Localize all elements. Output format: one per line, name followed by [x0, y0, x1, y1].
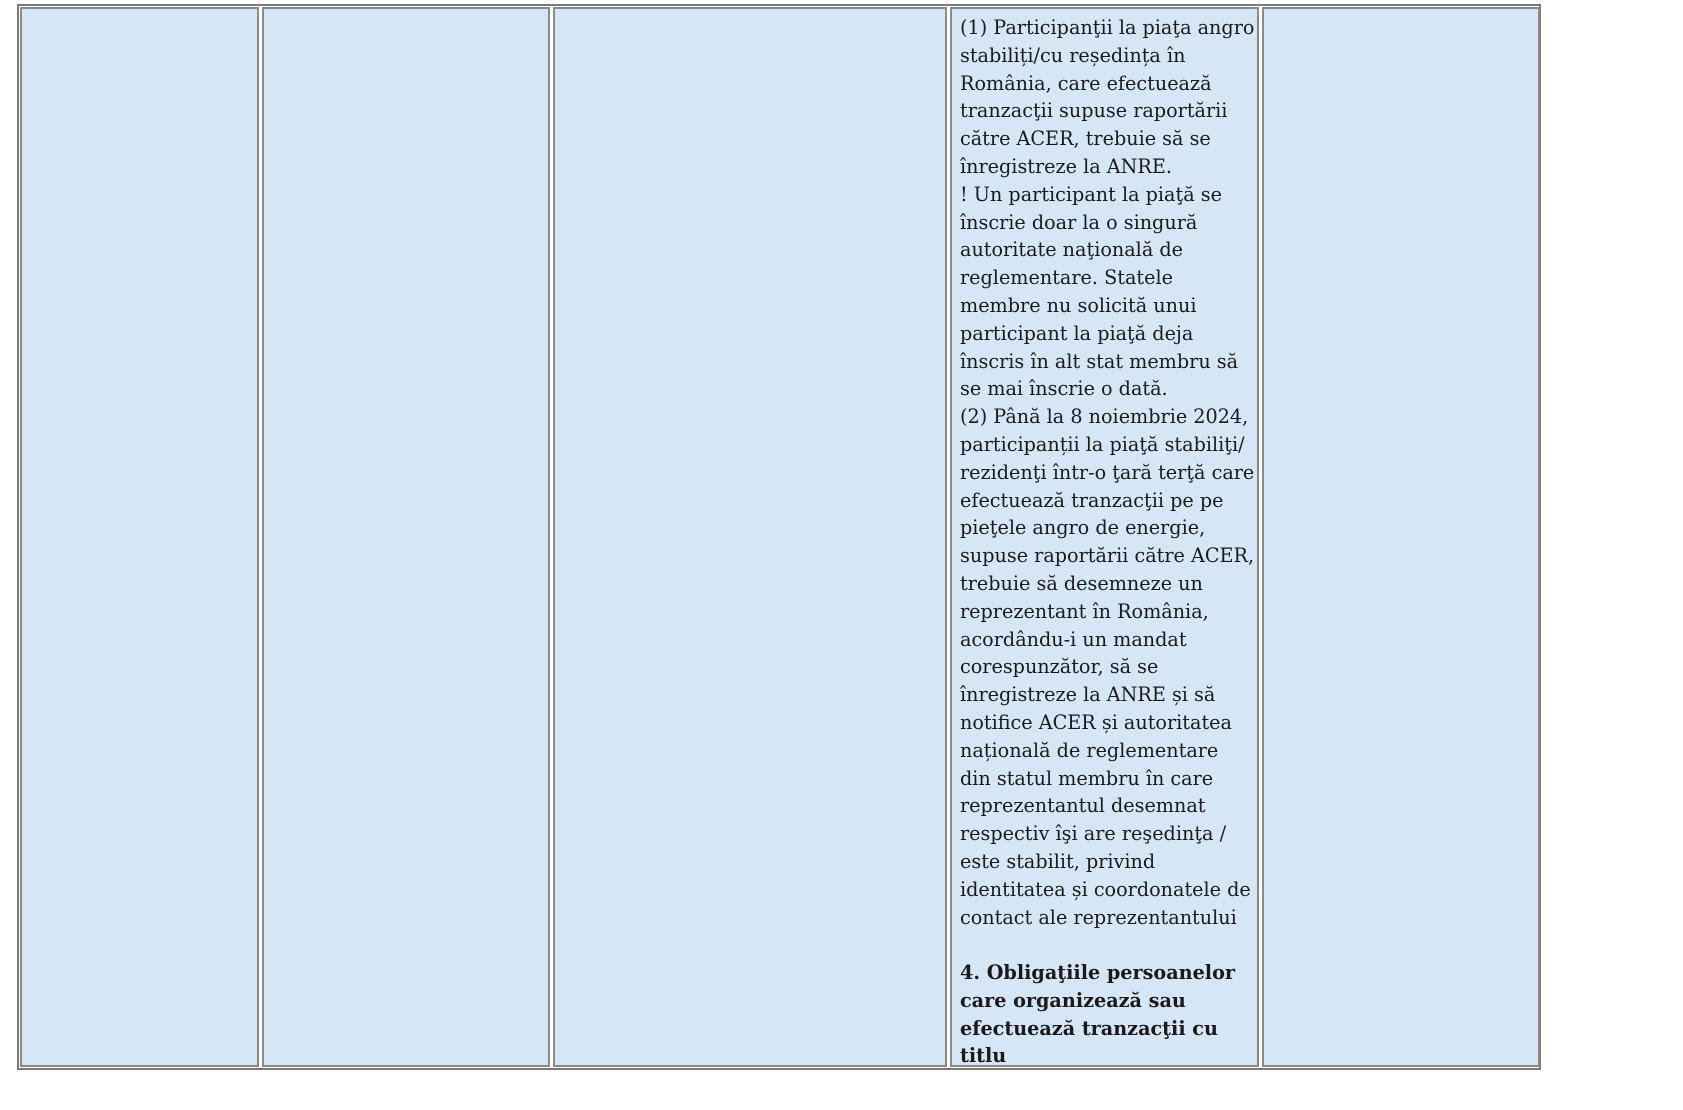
paragraph-spacer — [960, 931, 1255, 959]
table-cell-column-3 — [553, 7, 947, 1067]
section-heading-obligations: 4. Obligaţiile persoanelor care organizează sau efectuează tranzacţii cu titlu — [960, 961, 1236, 1068]
paragraph-single-authority-note: ! Un participant la piaţă se înscrie doar la o singură autoritate naţională de reglementare. Statele membre nu solicită unui participant la piaţă deja înscris în alt stat membru să se mai înscrie o dată. — [960, 182, 1239, 401]
cell-text-block — [960, 14, 1255, 1070]
table-cell-column-4 — [950, 7, 1259, 1067]
table-cell-column-5 — [1262, 7, 1540, 1067]
paragraph-third-country-representative: (2) Până la 8 noiembrie 2024, participanții la piaţă stabiliţi/ rezidenţi într-o ţară terţă care efectuează tranzacţii pe pe pieţele angro de energie, supuse raportării către ACER, trebuie să desemneze un reprezentant în România, acordându-i un mandat corespunzător, să se înregistreze la ANRE și să notifice ACER și autoritatea națională de reglementare din statul membru în care reprezentantul desemnat respectiv îşi are reşedinţa / este stabilit, privind identitatea și coordonatele de contact ale reprezentantului — [960, 405, 1255, 929]
document-table — [17, 4, 1541, 1070]
paragraph-registration: (1) Participanţii la piaţa angro stabiliți/cu reședința în România, care efectuează tranzacţii supuse raportării către ACER, trebuie să se înregistreze la ANRE. — [960, 16, 1255, 178]
table-cell-column-1 — [20, 7, 259, 1067]
table-cell-column-2 — [262, 7, 550, 1067]
